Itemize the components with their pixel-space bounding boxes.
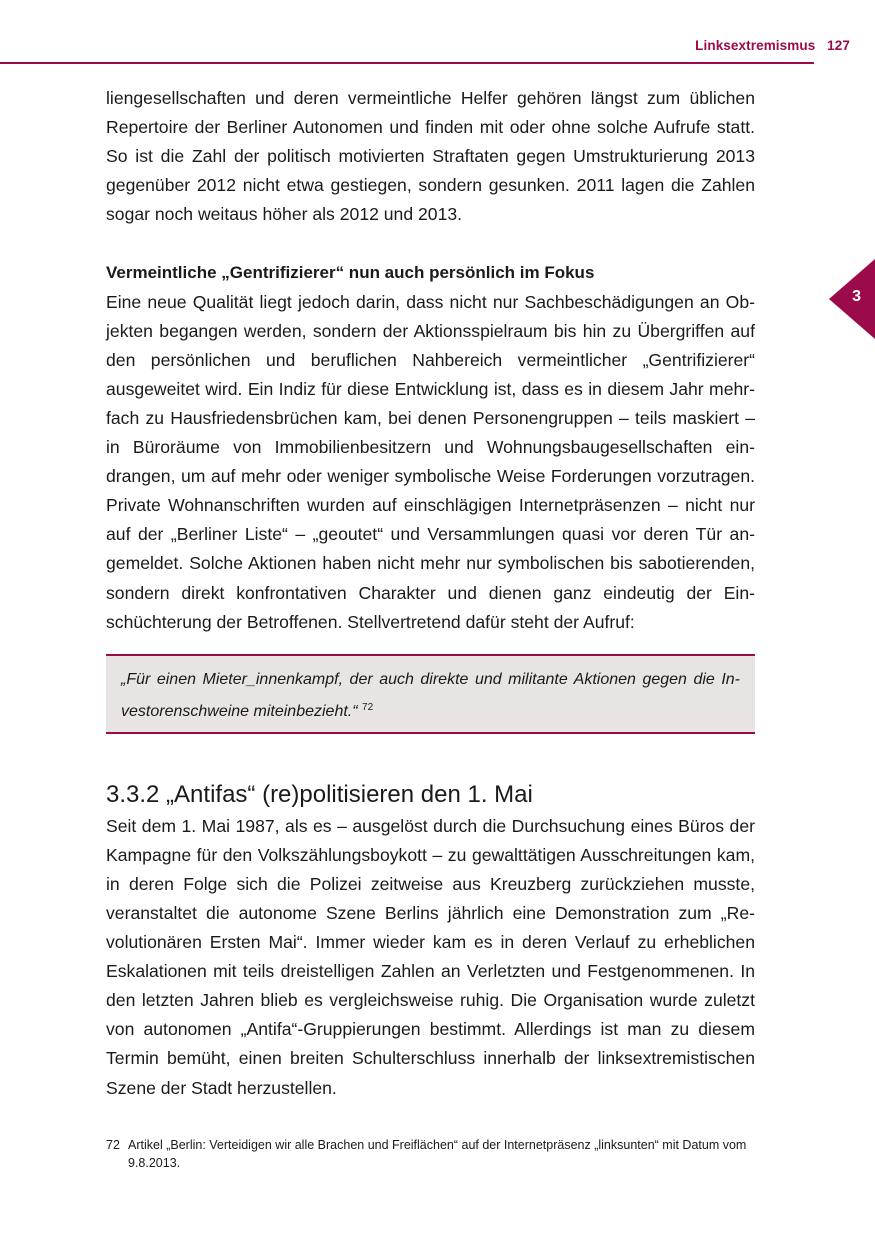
header-title: Linksextremismus: [695, 38, 816, 53]
footnote-number: 72: [106, 1138, 120, 1152]
section-title: 3.3.2 „Antifas“ (re)politisieren den 1. Mai: [106, 780, 533, 808]
quote-box: [106, 654, 755, 734]
paragraph-3: Seit dem 1. Mai 1987, als es – ausgelöst durch die Durchsuchung eines Büros der Kampagne für den Volkszählungsboykott – zu gewalttätigen Ausschreitungen kam, in deren Folge sich die Polizei zeitweise aus Kreuzberg zurückziehen musste, veranstaltet die autonome Szene Berlins jährlich eine Demonstration zum „Revolutionären Ersten Mai“. Immer wieder kam es in deren Verlauf zu erheblichen Eskalationen mit teils dreistelligen Zahlen an Verletzten und Festgenommenen. In den letzten Jahren blieb es vergleichsweise ruhig. Die Organisation wurde zuletzt von autonomen „Antifa“-Gruppierungen bestimmt. Allerdings ist man zu diesem Termin bemüht, einen breiten Schulterschluss innerhalb der linksextremistischen Szene der Stadt herzustellen.: [106, 815, 755, 1098]
running-header: [695, 38, 850, 53]
footnote-text: Artikel „Berlin: Verteidigen wir alle Brachen und Freiflächen“ auf der Internetpräsenz „linksunten“ mit Datum vom 9.8.2013.: [128, 1138, 747, 1170]
quote: [121, 666, 740, 726]
page-number: 127: [827, 38, 850, 53]
main-content: [106, 84, 755, 1103]
paragraph-1: liengesellschaften und deren vermeintliche Helfer gehören längst zum üblichen Repertoire der Berliner Autonomen und finden mit oder ohne solche Aufrufe statt. So ist die Zahl der politisch motivierten Straftaten gegen Umstrukturierung 2013 gegenüber 2012 nicht etwa gestiegen, sondern gesunken. 2011 lagen die Zahlen sogar noch weitaus höher als 2012 und 2013.: [106, 88, 755, 225]
footnote: [106, 1136, 766, 1172]
quote-footnote-ref: 72: [362, 701, 374, 713]
chapter-number: 3: [852, 288, 861, 305]
quote-text: „Für einen Mieter_innenkampf, der auch direkte und militante Aktionen gegen die Investorenschweine miteinbezieht.“: [121, 670, 740, 720]
paragraph-2: Eine neue Qualität liegt jedoch darin, dass nicht nur Sachbeschädigungen an Objekten begangen werden, sondern der Aktionsspielraum bis hin zu Übergriffen auf den persönlichen und beruflichen Nahbereich vermeintlicher „Gentrifizierer“ ausgeweitet wird. Ein Indiz für diese Entwicklung ist, dass es in diesem Jahr mehrfach zu Hausfriedensbrüchen kam, bei denen Personengruppen – teils maskiert – in Büroräume von Immobilienbesitzern und Wohnungsbaugesellschaften eindrangen, um auf mehr oder weniger symbolische Weise Forderungen vorzutragen. Private Wohnanschriften wurden auf einschlägigen Internetpräsenzen – nicht nur auf der „Berliner Liste“ – „geoutet“ und Versammlungen quasi vor deren Tür angemeldet. Solche Aktionen haben nicht mehr nur symbolischen bis sabotierenden, sondern direkt konfrontativen Charakter und dienen ganz eindeutig der Einschüchterung der Betroffenen. Stellvertretend dafür steht der Aufruf:: [106, 291, 755, 632]
header-rule: [0, 62, 814, 64]
subheading: Vermeintliche „Gentrifizierer“ nun auch persönlich im Fokus: [106, 263, 595, 283]
